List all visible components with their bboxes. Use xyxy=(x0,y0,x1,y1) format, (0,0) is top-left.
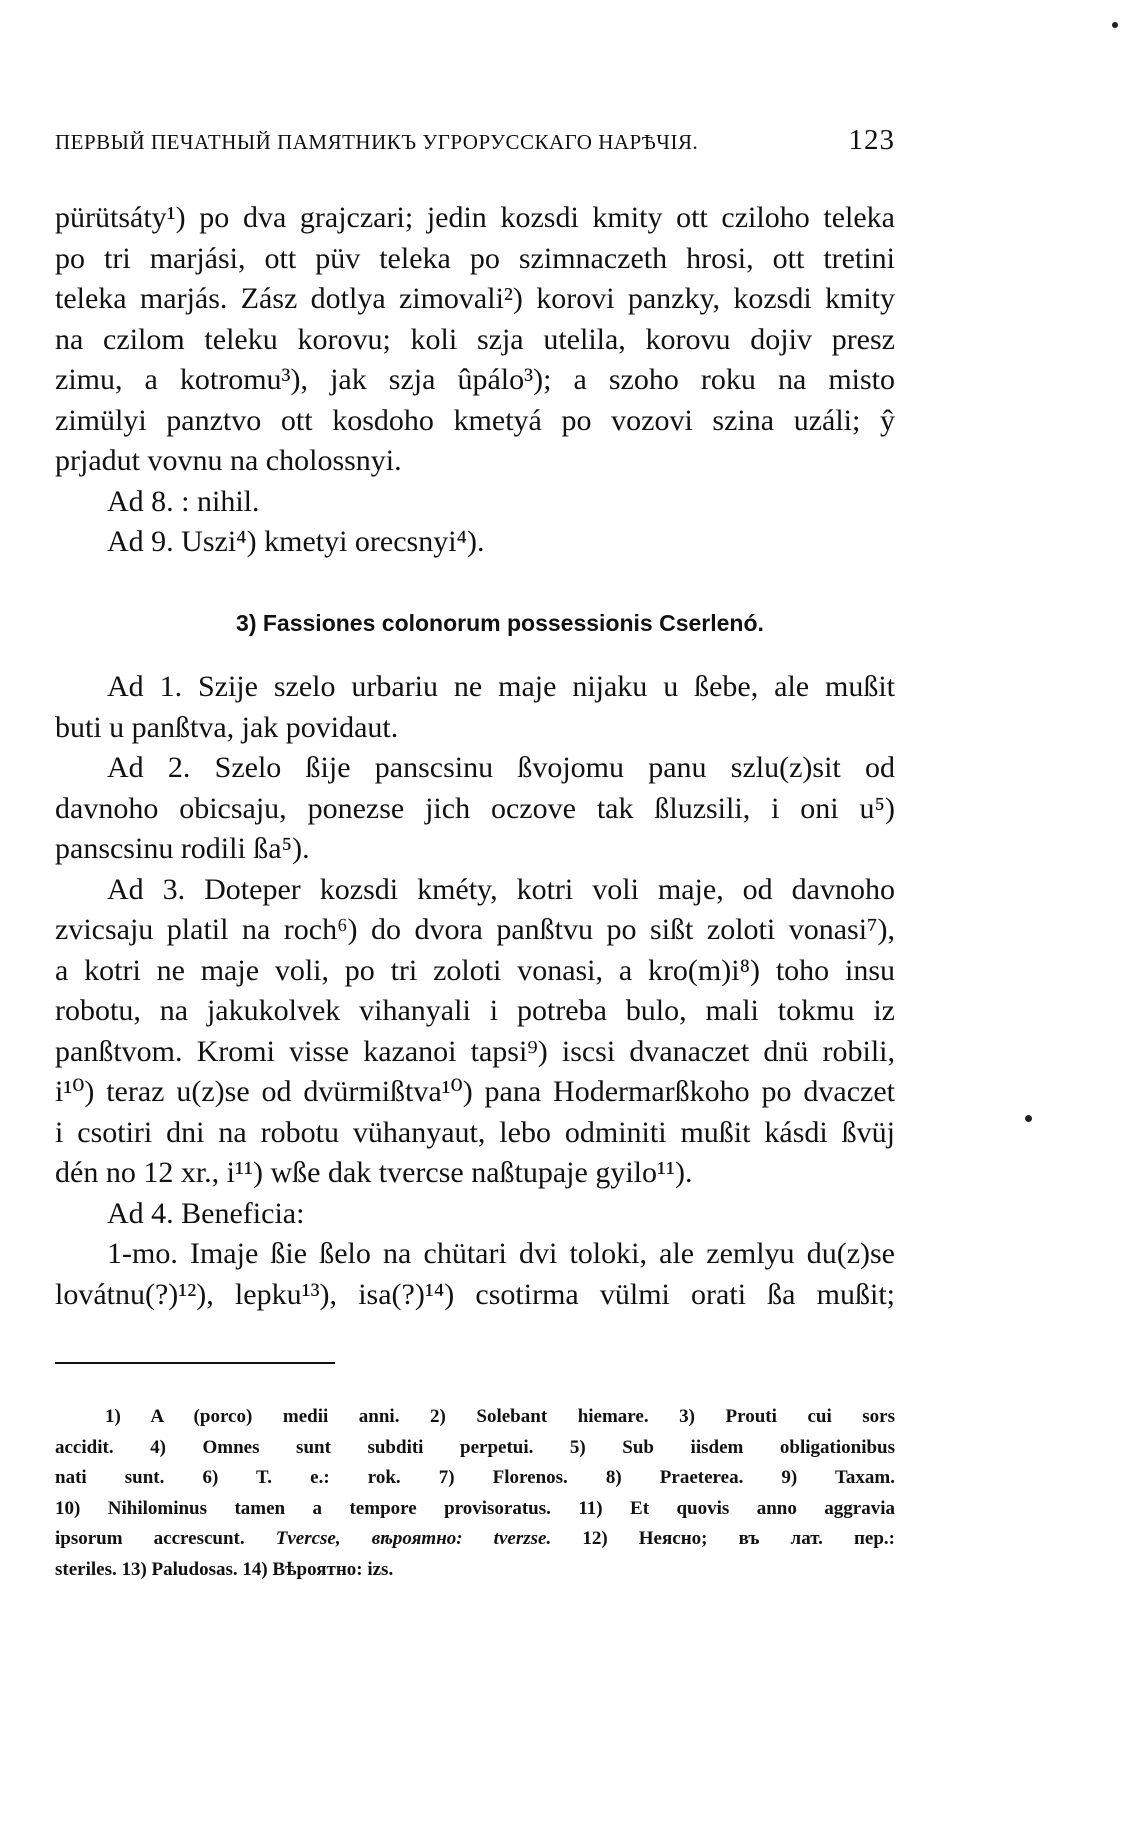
running-title: ПЕРВЫЙ ПЕЧАТНЫЙ ПАМЯТНИКЪ УГРОРУССКАГО НАРѢЧІЯ. xyxy=(55,130,699,154)
text-line: panscsinu rodili ßa⁵). xyxy=(55,832,310,865)
text-line: robotu, na jakukolvek vihanyali i potreba bulo, mali tokmu iz xyxy=(55,994,895,1027)
text-line: buti u panßtva, jak povidaut. xyxy=(55,710,399,744)
text-line: teleka marjás. Zász dotlya zimovali²) korovi panzky, kozsdi kmity xyxy=(55,282,895,315)
scan-speck xyxy=(1112,22,1118,28)
text-line: na czilom teleku korovu; koli szja utelila, korovu dojiv presz xyxy=(55,322,895,356)
footnote-line: accidit. 4) Omnes sunt subditi perpetui. 5) Sub iisdem obligationibus xyxy=(55,1436,895,1458)
text-line: zimülyi panztvo ott kosdoho kmetyá po vozovi szina uzáli; ŷ xyxy=(55,403,895,437)
footnotes xyxy=(55,1402,895,1585)
footnote-text: ipsorum accrescunt. xyxy=(55,1528,245,1549)
footnote-line: 1) A (porco) medii anni. 2) Solebant hiemare. 3) Prouti cui sors xyxy=(105,1406,895,1427)
text-line: Ad 1. Szije szelo urbariu ne maje nijaku u ßebe, ale mußit xyxy=(107,670,895,703)
footnote-line: 10) Nihilominus tamen a tempore provisoratus. 11) Et quovis anno aggravia xyxy=(55,1497,895,1519)
text-line: 1-mo. Imaje ßie ßelo na chütari dvi toloki, ale zemlyu du(z)se xyxy=(107,1237,895,1270)
text-line: dén no 12 xr., i¹¹) wße dak tvercse naßtupaje gyilo¹¹). xyxy=(55,1156,693,1189)
footnote-emphasis: Tvercse, вѣроятно: tverzse. xyxy=(275,1528,552,1549)
text-line: lovátnu(?)¹²), lepku¹³), isa(?)¹⁴) csotirma vülmi orati ßa mußit; xyxy=(55,1277,895,1311)
text-line: zimu, a kotromu³), jak szja ûpálo³); a szoho roku na misto xyxy=(55,363,895,396)
footnote-line xyxy=(55,1524,895,1555)
text-line: pürütsáty¹) po dva grajczari; jedin kozsdi kmity ott cziloho teleka xyxy=(55,201,895,234)
text-line: panßtvom. Kromi visse kazanoi tapsi⁹) iscsi dvanaczet dnü robili, xyxy=(55,1034,895,1068)
text-line: i csotiri dni na robotu vühanyaut, lebo odminiti mußit kásdi ßvüj xyxy=(55,1115,895,1149)
footnote-line: steriles. 13) Paludosas. 14) Вѣроятно: izs. xyxy=(55,1558,394,1580)
scan-speck xyxy=(1025,1115,1032,1122)
text-line: Ad 2. Szelo ßije panscsinu ßvojomu panu szlu(z)sit od xyxy=(107,751,895,784)
text-line: davnoho obicsaju, ponezse jich oczove tak ßluzsili, i oni u⁵) xyxy=(55,791,895,825)
text-line: po tri marjási, ott püv teleka po szimnaczeth hrosi, ott tretini xyxy=(55,241,895,275)
text-line: a kotri ne maje voli, po tri zoloti vonasi, a kro(m)i⁸) toho insu xyxy=(55,953,895,987)
section-title: 3) Fassiones colonorum possessionis Cserlenó. xyxy=(236,609,764,636)
text-line: Ad 3. Doteper kozsdi kméty, kotri voli maje, od davnoho xyxy=(107,872,895,906)
main-text xyxy=(55,198,895,1315)
footnote-line: nati sunt. 6) T. e.: rok. 7) Florenos. 8) Praeterea. 9) Taxam. xyxy=(55,1467,895,1488)
text-line: Ad 4. Beneficia: xyxy=(107,1196,305,1230)
ad9-line: Ad 9. Uszi⁴) kmetyi orecsnyi⁴). xyxy=(107,525,485,558)
running-header xyxy=(55,124,895,156)
page-number: 123 xyxy=(848,124,895,156)
text-line: prjadut vovnu na cholossnyi. xyxy=(55,444,402,477)
ad8-line: Ad 8. : nihil. xyxy=(107,484,260,518)
text-line: zvicsaju platil na roch⁶) do dvora panßtvu po sißt zoloti vonasi⁷), xyxy=(55,913,895,946)
footnote-text: 12) Неясно; въ лат. пер.: xyxy=(582,1528,896,1549)
footnote-rule xyxy=(55,1362,335,1364)
text-line: i¹⁰) teraz u(z)se od dvürmißtva¹⁰) pana Hodermarßkoho po dvaczet xyxy=(55,1075,895,1108)
